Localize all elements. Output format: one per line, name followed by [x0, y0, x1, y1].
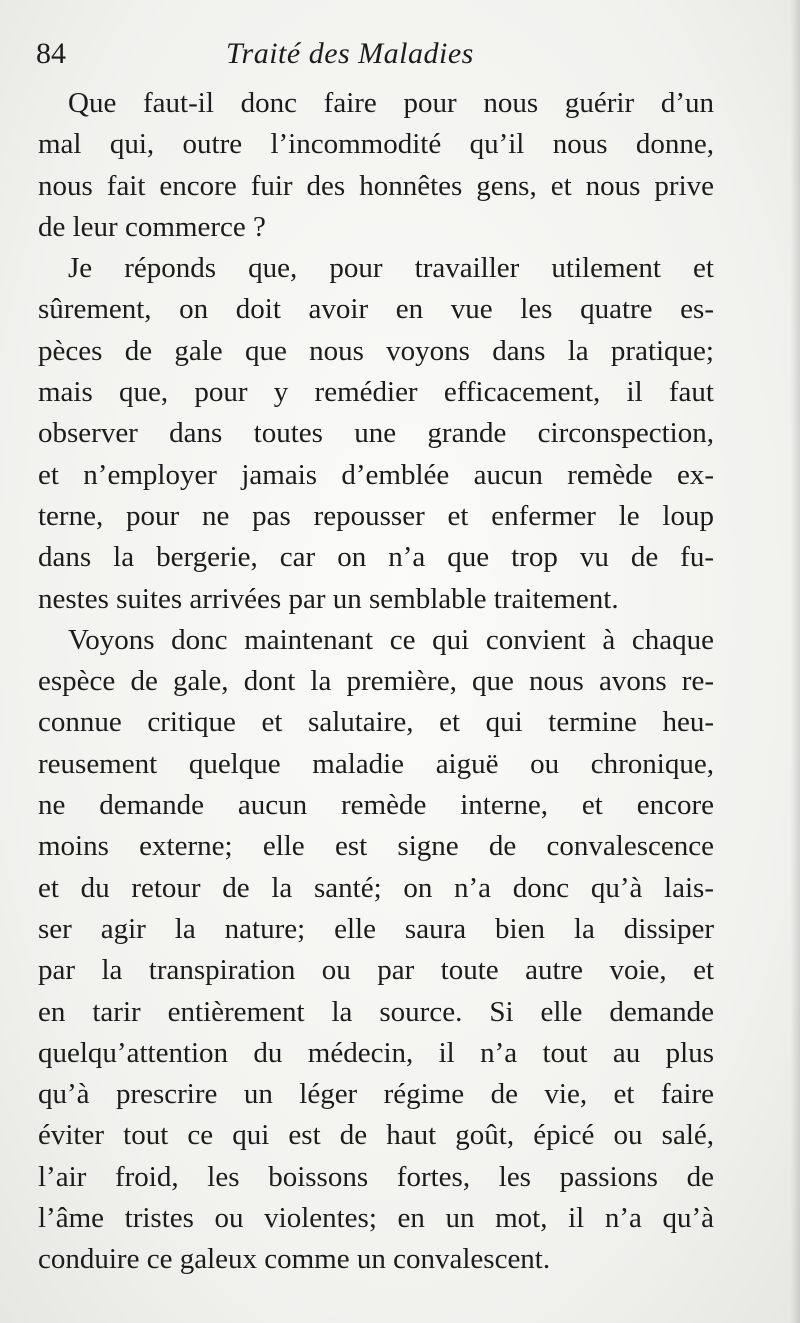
paragraph — [38, 248, 714, 620]
page-edge-shadow — [790, 0, 800, 1323]
text-line: sûrement, on doit avoir en vue les quatre es- — [38, 293, 714, 326]
text-line: par la transpiration ou par toute autre voie, et — [38, 954, 714, 987]
text-line: l’âme tristes ou violentes; en un mot, il n’a qu’à — [38, 1202, 714, 1235]
text-line: conduire ce galeux comme un convalescent. — [38, 1243, 551, 1276]
text-line: de leur commerce ? — [38, 210, 266, 243]
text-line: quelqu’attention du médecin, il n’a tout au plus — [38, 1036, 714, 1069]
text-line: l’air froid, les boissons fortes, les passions de — [38, 1160, 714, 1193]
paragraph — [38, 83, 714, 248]
text-line: pèces de gale que nous voyons dans la pratique; — [38, 334, 714, 367]
body-text — [38, 83, 714, 1281]
text-line: et n’employer jamais d’emblée aucun remède ex- — [38, 458, 714, 491]
text-line: observer dans toutes une grande circonspection, — [38, 417, 714, 450]
text-line: dans la bergerie, car on n’a que trop vu de fu- — [38, 541, 714, 574]
text-line: ne demande aucun remède interne, et encore — [38, 789, 714, 822]
text-line: reusement quelque maladie aiguë ou chronique, — [38, 747, 714, 780]
page-number: 84 — [36, 37, 66, 70]
text-line: Que faut-il donc faire pour nous guérir d’un — [68, 87, 714, 119]
text-line: et du retour de la santé; on n’a donc qu’à lais- — [38, 871, 714, 904]
text-line: mal qui, outre l’incommodité qu’il nous donne, — [38, 128, 714, 161]
text-line: en tarir entièrement la source. Si elle demande — [38, 995, 714, 1028]
page-header — [36, 34, 726, 74]
text-line: moins externe; elle est signe de convalescence — [38, 830, 714, 863]
text-line: connue critique et salutaire, et qui termine heu- — [38, 706, 714, 739]
text-line: Je réponds que, pour travailler utilement et — [68, 252, 714, 285]
paragraph — [38, 620, 714, 1281]
text-line: qu’à prescrire un léger régime de vie, et faire — [38, 1078, 714, 1111]
text-line: Voyons donc maintenant ce qui convient à chaque — [68, 623, 714, 656]
text-line: terne, pour ne pas repousser et enfermer le loup — [38, 499, 714, 532]
text-line: nestes suites arrivées par un semblable traitement. — [38, 582, 619, 615]
text-line: nous fait encore fuir des honnêtes gens, et nous prive — [38, 169, 714, 202]
text-line: espèce de gale, dont la première, que nous avons re- — [38, 665, 714, 698]
text-line: ser agir la nature; elle saura bien la dissiper — [38, 912, 714, 945]
running-title: Traité des Maladies — [226, 37, 474, 70]
text-line: éviter tout ce qui est de haut goût, épicé ou salé, — [38, 1119, 714, 1152]
text-line: mais que, pour y remédier efficacement, il faut — [38, 376, 714, 409]
